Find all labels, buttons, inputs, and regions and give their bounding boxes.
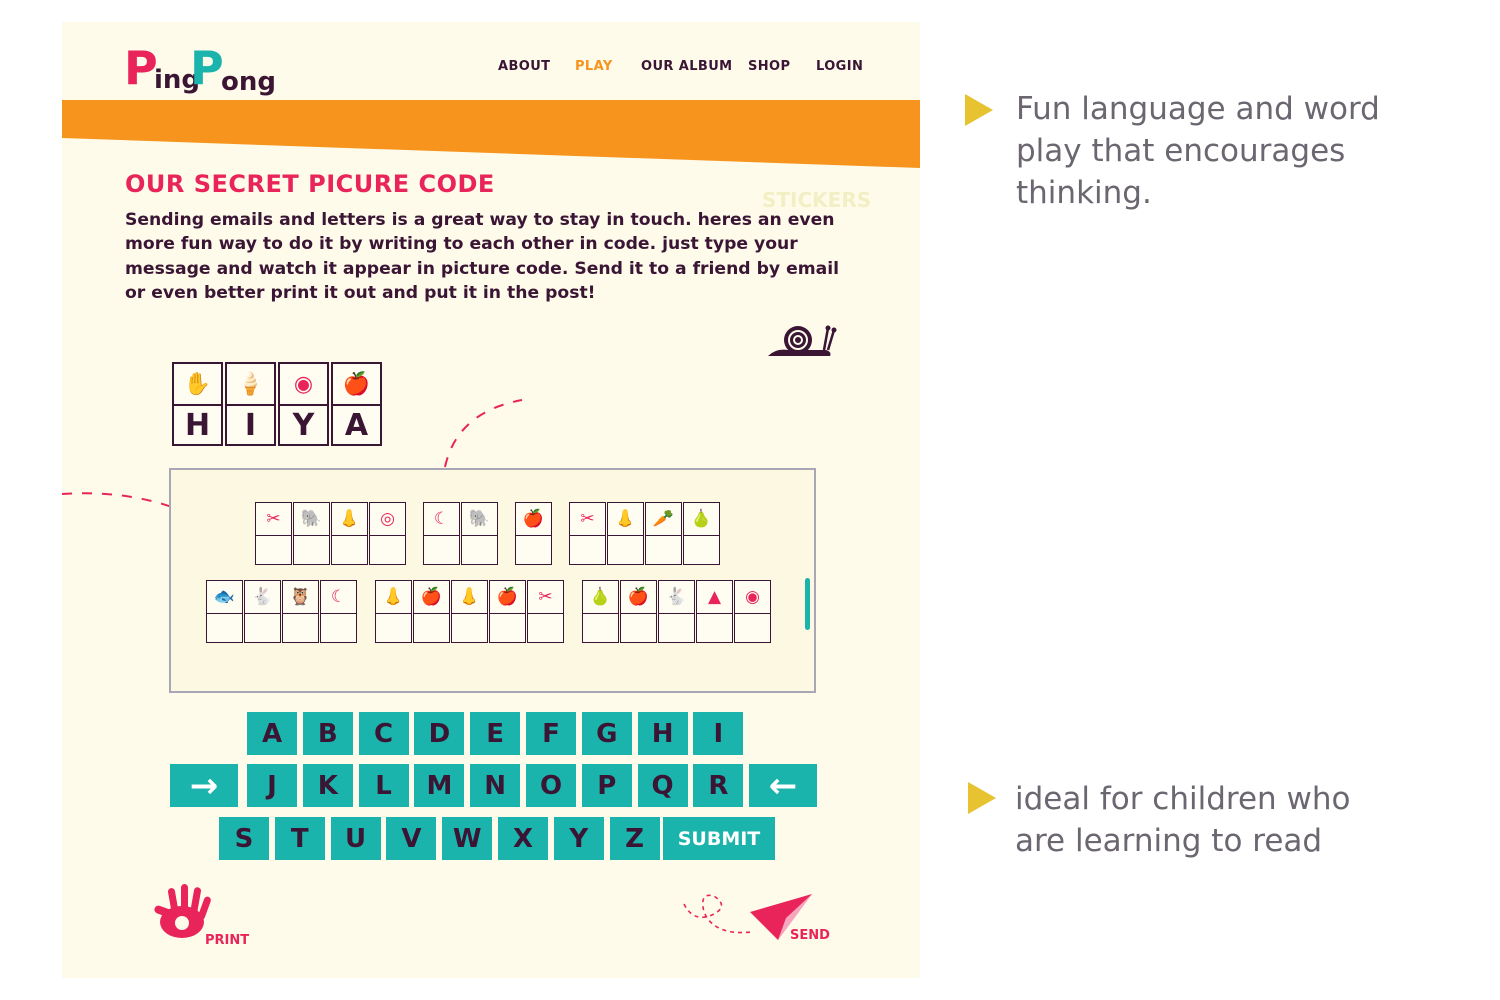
key-g[interactable]: G <box>582 712 632 755</box>
code-tile <box>244 580 281 643</box>
key-x[interactable]: X <box>498 817 548 860</box>
note-line: play that encourages <box>1016 133 1346 169</box>
code-tile <box>683 502 720 565</box>
code-tile <box>696 580 733 643</box>
scissors-icon: ✂ <box>528 581 563 614</box>
nav-our-album[interactable]: OUR ALBUM <box>641 59 733 74</box>
orange-header-band <box>62 100 920 170</box>
key-q[interactable]: Q <box>638 764 688 807</box>
key-y[interactable]: Y <box>554 817 604 860</box>
key-r[interactable]: R <box>693 764 743 807</box>
key-p[interactable]: P <box>582 764 632 807</box>
code-tile-letter-slot <box>414 614 449 642</box>
svg-text:P: P <box>190 41 224 95</box>
code-word <box>255 502 407 565</box>
print-button[interactable]: PRINT <box>205 933 250 948</box>
stickers-ghost-label: STICKERS <box>762 188 872 212</box>
rabbit-icon: 🐇 <box>245 581 280 614</box>
code-tile <box>255 502 292 565</box>
rabbit-icon: 🐇 <box>659 581 694 614</box>
greeting-letter: A <box>344 407 369 443</box>
code-tile <box>620 580 657 643</box>
key-u[interactable]: U <box>331 817 381 860</box>
greeting-code <box>172 362 382 446</box>
svg-text:ing: ing <box>154 65 201 95</box>
moon-icon: ☾ <box>424 503 459 536</box>
note-line: Fun language and word <box>1016 91 1380 127</box>
code-tile-letter-slot <box>684 536 719 564</box>
scrollbar[interactable] <box>805 578 810 630</box>
code-tile <box>489 580 526 643</box>
code-tile-letter-slot <box>697 614 732 642</box>
note-line: ideal for children who <box>1015 781 1351 817</box>
greeting-tile <box>278 362 329 446</box>
key-a[interactable]: A <box>247 712 297 755</box>
code-word <box>375 580 565 643</box>
code-tile <box>375 580 412 643</box>
code-tile-letter-slot <box>646 536 681 564</box>
code-tile-letter-slot <box>570 536 605 564</box>
key-d[interactable]: D <box>414 712 464 755</box>
code-tile <box>320 580 357 643</box>
feature-note-2 <box>1015 778 1351 862</box>
code-tile-letter-slot <box>376 614 411 642</box>
arrow-left-key[interactable]: ← <box>749 764 817 807</box>
code-tile-letter-slot <box>528 614 563 642</box>
code-word <box>423 502 499 565</box>
page-title: OUR SECRET PICURE CODE <box>125 170 495 198</box>
code-tile <box>293 502 330 565</box>
submit-button[interactable]: SUBMIT <box>663 817 775 860</box>
message-output-box[interactable] <box>169 468 816 693</box>
code-tile-letter-slot <box>735 614 770 642</box>
yoyo-icon: ◉ <box>735 581 770 614</box>
note-line: are learning to read <box>1015 823 1323 859</box>
scissors-icon: ✂ <box>256 503 291 536</box>
key-l[interactable]: L <box>359 764 409 807</box>
greeting-tile <box>225 362 276 446</box>
nose-icon: 👃 <box>608 503 643 536</box>
feature-note-1 <box>1016 88 1380 214</box>
elephant-icon: 🐘 <box>294 503 329 536</box>
nav-about[interactable]: ABOUT <box>498 59 551 74</box>
key-j[interactable]: J <box>247 764 297 807</box>
apple-icon: 🍎 <box>333 364 380 406</box>
code-tile <box>569 502 606 565</box>
svg-text:ong: ong <box>221 67 276 97</box>
code-tile-letter-slot <box>424 536 459 564</box>
scissors-icon: ✂ <box>570 503 605 536</box>
pear-icon: 🍐 <box>684 503 719 536</box>
code-tile-letter-slot <box>207 614 242 642</box>
key-f[interactable]: F <box>526 712 576 755</box>
code-tile-letter-slot <box>490 614 525 642</box>
key-o[interactable]: O <box>526 764 576 807</box>
code-tile-letter-slot <box>659 614 694 642</box>
key-s[interactable]: S <box>219 817 269 860</box>
note-line: thinking. <box>1016 175 1152 211</box>
code-tile <box>734 580 771 643</box>
key-m[interactable]: M <box>414 764 464 807</box>
code-word <box>206 580 358 643</box>
code-tile <box>527 580 564 643</box>
message-line <box>206 580 772 643</box>
code-tile-letter-slot <box>321 614 356 642</box>
code-tile-letter-slot <box>452 614 487 642</box>
key-z[interactable]: Z <box>610 817 660 860</box>
apple-icon: 🍎 <box>490 581 525 614</box>
code-tile <box>515 502 552 565</box>
elephant-icon: 🐘 <box>462 503 497 536</box>
nav-play[interactable]: PLAY <box>575 59 613 74</box>
code-tile <box>206 580 243 643</box>
key-i[interactable]: I <box>693 712 743 755</box>
code-tile <box>607 502 644 565</box>
code-tile <box>423 502 460 565</box>
nav-login[interactable]: LOGIN <box>816 59 864 74</box>
code-tile-letter-slot <box>283 614 318 642</box>
code-tile-letter-slot <box>621 614 656 642</box>
snail-icon <box>766 320 838 362</box>
greeting-tile <box>331 362 382 446</box>
apple-icon: 🍎 <box>621 581 656 614</box>
ice-cream-icon: 🍦 <box>227 364 274 406</box>
code-tile <box>582 580 619 643</box>
bullet-arrow-icon <box>968 782 996 814</box>
code-tile-letter-slot <box>370 536 405 564</box>
code-tile <box>369 502 406 565</box>
svg-text:P: P <box>124 41 158 95</box>
doughnut-icon: ◎ <box>370 503 405 536</box>
greeting-tile <box>172 362 223 446</box>
key-v[interactable]: V <box>386 817 436 860</box>
code-word <box>569 502 721 565</box>
ping-pong-logo[interactable] <box>124 34 276 100</box>
code-word <box>582 580 772 643</box>
nose-icon: 👃 <box>376 581 411 614</box>
carrot-icon: 🥕 <box>646 503 681 536</box>
code-tile <box>461 502 498 565</box>
key-b[interactable]: B <box>303 712 353 755</box>
code-tile <box>413 580 450 643</box>
key-n[interactable]: N <box>470 764 520 807</box>
greeting-letter: H <box>184 407 211 443</box>
code-tile-letter-slot <box>245 614 280 642</box>
code-tile <box>282 580 319 643</box>
greeting-letter: Y <box>292 407 315 443</box>
code-tile-letter-slot <box>462 536 497 564</box>
moon-icon: ☾ <box>321 581 356 614</box>
key-h[interactable]: H <box>638 712 688 755</box>
code-tile-letter-slot <box>516 536 551 564</box>
greeting-letter: I <box>244 407 257 443</box>
hand-icon: ✋ <box>174 364 221 406</box>
key-e[interactable]: E <box>470 712 520 755</box>
fish-icon: 🐟 <box>207 581 242 614</box>
message-line <box>255 502 721 565</box>
bullet-arrow-icon <box>965 94 993 126</box>
code-tile-letter-slot <box>294 536 329 564</box>
key-k[interactable]: K <box>303 764 353 807</box>
code-tile-letter-slot <box>608 536 643 564</box>
owl-icon: 🦉 <box>283 581 318 614</box>
triangle-icon: ▲ <box>697 581 732 614</box>
nav-shop[interactable]: SHOP <box>748 59 791 74</box>
key-w[interactable]: W <box>442 817 492 860</box>
code-tile <box>645 502 682 565</box>
apple-icon: 🍎 <box>414 581 449 614</box>
key-c[interactable]: C <box>359 712 409 755</box>
send-button[interactable]: SEND <box>790 928 830 943</box>
code-tile-letter-slot <box>256 536 291 564</box>
code-tile-letter-slot <box>332 536 367 564</box>
nose-icon: 👃 <box>332 503 367 536</box>
pear-icon: 🍐 <box>583 581 618 614</box>
code-tile <box>331 502 368 565</box>
code-word <box>515 502 553 565</box>
code-tile-letter-slot <box>583 614 618 642</box>
arrow-right-key[interactable]: → <box>170 764 238 807</box>
intro-text: Sending emails and letters is a great way to stay in touch. heres an even more fun way to do it by writing to each other in code. just type your message and watch it appear in picture code. Send it to a friend by email or even better print it out and put it in the post! <box>125 210 840 304</box>
key-t[interactable]: T <box>275 817 325 860</box>
yoyo-icon: ◉ <box>280 364 327 406</box>
code-tile <box>658 580 695 643</box>
nose-icon: 👃 <box>452 581 487 614</box>
apple-icon: 🍎 <box>516 503 551 536</box>
game-panel <box>62 22 920 978</box>
code-tile <box>451 580 488 643</box>
